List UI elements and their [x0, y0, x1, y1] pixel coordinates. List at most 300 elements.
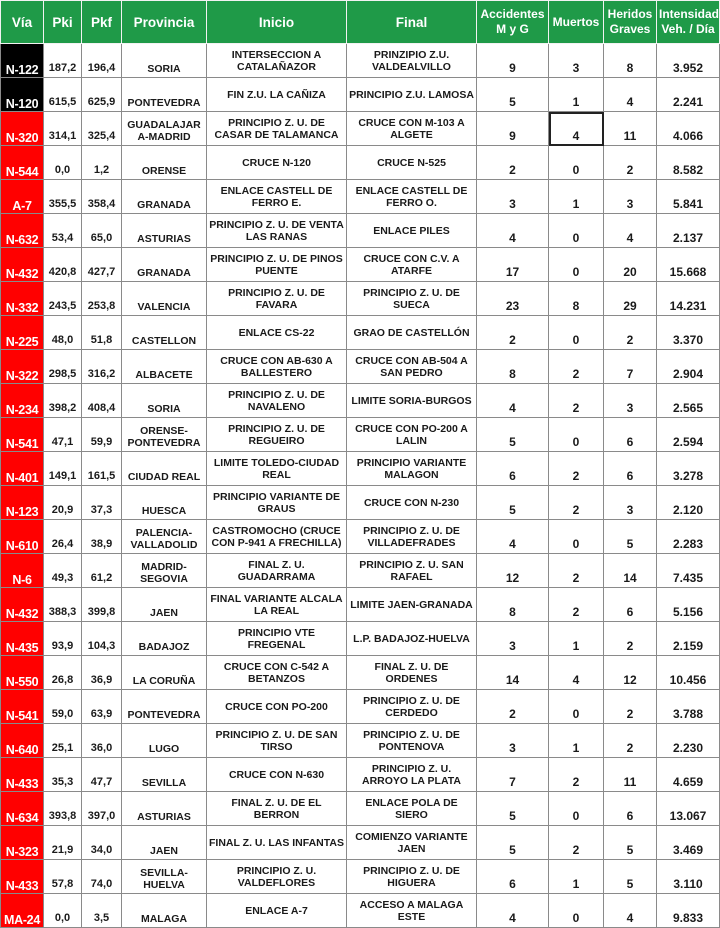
- heridos-cell[interactable]: 6: [604, 792, 657, 826]
- provincia-cell[interactable]: CASTELLON: [122, 316, 207, 350]
- header-row: [1, 1, 720, 44]
- heridos-cell[interactable]: 6: [604, 452, 657, 486]
- header-accidentes-line1: Accidentes: [480, 7, 545, 21]
- final-cell[interactable]: CRUCE CON AB-504 A SAN PEDRO: [347, 350, 477, 384]
- pkf-cell[interactable]: 51,8: [82, 316, 122, 350]
- provincia-cell[interactable]: ALBACETE: [122, 350, 207, 384]
- via-cell[interactable]: MA-24: [1, 894, 44, 928]
- final-cell[interactable]: ENLACE PILES: [347, 214, 477, 248]
- final-cell[interactable]: PRINCIPIO Z. U. DE PONTENOVA: [347, 724, 477, 758]
- intensidad-cell[interactable]: 2.120: [657, 486, 720, 520]
- pki-cell[interactable]: 355,5: [44, 180, 82, 214]
- inicio-cell[interactable]: PRINCIPIO Z. U. DE VENTA LAS RANAS: [207, 214, 347, 248]
- provincia-cell[interactable]: GRANADA: [122, 248, 207, 282]
- pki-cell[interactable]: 314,1: [44, 112, 82, 146]
- accidentes-cell[interactable]: 9: [477, 44, 549, 78]
- intensidad-cell[interactable]: 3.788: [657, 690, 720, 724]
- pkf-cell[interactable]: 397,0: [82, 792, 122, 826]
- inicio-cell[interactable]: INTERSECCION A CATALAÑAZOR: [207, 44, 347, 78]
- provincia-cell[interactable]: HUESCA: [122, 486, 207, 520]
- intensidad-cell[interactable]: 15.668: [657, 248, 720, 282]
- muertos-cell[interactable]: 2: [549, 758, 604, 792]
- final-cell[interactable]: LIMITE SORIA-BURGOS: [347, 384, 477, 418]
- pkf-cell[interactable]: 36,9: [82, 656, 122, 690]
- table-row: [1, 180, 720, 214]
- pki-cell[interactable]: 20,9: [44, 486, 82, 520]
- heridos-cell[interactable]: 2: [604, 622, 657, 656]
- inicio-cell[interactable]: CRUCE N-120: [207, 146, 347, 180]
- muertos-cell[interactable]: 1: [549, 180, 604, 214]
- pki-cell[interactable]: 26,4: [44, 520, 82, 554]
- pkf-cell[interactable]: 427,7: [82, 248, 122, 282]
- table-row: [1, 520, 720, 554]
- pki-cell[interactable]: 0,0: [44, 894, 82, 928]
- intensidad-cell[interactable]: 3.370: [657, 316, 720, 350]
- final-cell[interactable]: PRINCIPIO Z. U. DE VILLADEFRADES: [347, 520, 477, 554]
- via-cell[interactable]: N-120: [1, 78, 44, 112]
- final-cell[interactable]: PRINCIPIO Z. U. ARROYO LA PLATA: [347, 758, 477, 792]
- final-cell[interactable]: CRUCE CON PO-200 A LALIN: [347, 418, 477, 452]
- accidentes-cell[interactable]: 2: [477, 690, 549, 724]
- intensidad-cell[interactable]: 5.841: [657, 180, 720, 214]
- provincia-cell[interactable]: LA CORUÑA: [122, 656, 207, 690]
- intensidad-cell[interactable]: 10.456: [657, 656, 720, 690]
- intensidad-cell[interactable]: 3.110: [657, 860, 720, 894]
- via-cell[interactable]: N-6: [1, 554, 44, 588]
- table-row: [1, 78, 720, 112]
- muertos-cell[interactable]: 0: [549, 316, 604, 350]
- muertos-cell[interactable]: 2: [549, 588, 604, 622]
- final-cell[interactable]: PRINCIPIO Z. U. DE SUECA: [347, 282, 477, 316]
- heridos-cell[interactable]: 2: [604, 316, 657, 350]
- provincia-cell[interactable]: MALAGA: [122, 894, 207, 928]
- inicio-cell[interactable]: CRUCE CON PO-200: [207, 690, 347, 724]
- via-cell[interactable]: N-610: [1, 520, 44, 554]
- pki-cell[interactable]: 59,0: [44, 690, 82, 724]
- muertos-cell[interactable]: 2: [549, 452, 604, 486]
- accidentes-cell[interactable]: 7: [477, 758, 549, 792]
- final-cell[interactable]: COMIENZO VARIANTE JAEN: [347, 826, 477, 860]
- provincia-cell[interactable]: ORENSE-PONTEVEDRA: [122, 418, 207, 452]
- muertos-cell[interactable]: 3: [549, 44, 604, 78]
- accidentes-cell[interactable]: 5: [477, 486, 549, 520]
- heridos-cell[interactable]: 7: [604, 350, 657, 384]
- table-row: [1, 384, 720, 418]
- table-row: [1, 554, 720, 588]
- via-cell[interactable]: N-433: [1, 860, 44, 894]
- table-row: [1, 316, 720, 350]
- via-cell[interactable]: N-433: [1, 758, 44, 792]
- pki-cell[interactable]: 26,8: [44, 656, 82, 690]
- header-intensidad-line2: Veh. / Día: [661, 22, 715, 36]
- muertos-cell[interactable]: 0: [549, 418, 604, 452]
- table-row: [1, 860, 720, 894]
- provincia-cell[interactable]: BADAJOZ: [122, 622, 207, 656]
- via-cell[interactable]: N-544: [1, 146, 44, 180]
- via-cell[interactable]: N-225: [1, 316, 44, 350]
- intensidad-cell[interactable]: 4.659: [657, 758, 720, 792]
- inicio-cell[interactable]: FINAL Z. U. GUADARRAMA: [207, 554, 347, 588]
- table-row: [1, 724, 720, 758]
- pki-cell[interactable]: 25,1: [44, 724, 82, 758]
- table-row: [1, 588, 720, 622]
- heridos-cell[interactable]: 2: [604, 146, 657, 180]
- pki-cell[interactable]: 243,5: [44, 282, 82, 316]
- provincia-cell[interactable]: SEVILLA-HUELVA: [122, 860, 207, 894]
- muertos-cell[interactable]: 2: [549, 350, 604, 384]
- accidentes-cell[interactable]: 17: [477, 248, 549, 282]
- heridos-cell[interactable]: 11: [604, 112, 657, 146]
- intensidad-cell[interactable]: 8.582: [657, 146, 720, 180]
- inicio-cell[interactable]: PRINCIPIO Z. U. DE CASAR DE TALAMANCA: [207, 112, 347, 146]
- inicio-cell[interactable]: PRINCIPIO Z. U. DE SAN TIRSO: [207, 724, 347, 758]
- via-cell[interactable]: N-323: [1, 826, 44, 860]
- provincia-cell[interactable]: ORENSE: [122, 146, 207, 180]
- intensidad-cell[interactable]: 9.833: [657, 894, 720, 928]
- pki-cell[interactable]: 93,9: [44, 622, 82, 656]
- provincia-cell[interactable]: PONTEVEDRA: [122, 690, 207, 724]
- via-cell[interactable]: N-541: [1, 690, 44, 724]
- pkf-cell[interactable]: 316,2: [82, 350, 122, 384]
- final-cell[interactable]: CRUCE N-525: [347, 146, 477, 180]
- intensidad-cell[interactable]: 2.904: [657, 350, 720, 384]
- provincia-cell[interactable]: MADRID-SEGOVIA: [122, 554, 207, 588]
- inicio-cell[interactable]: FINAL Z. U. LAS INFANTAS: [207, 826, 347, 860]
- via-cell[interactable]: A-7: [1, 180, 44, 214]
- final-cell[interactable]: CRUCE CON M-103 A ALGETE: [347, 112, 477, 146]
- pkf-cell[interactable]: 37,3: [82, 486, 122, 520]
- final-cell[interactable]: PRINCIPIO Z. U. DE HIGUERA: [347, 860, 477, 894]
- header-heridos: [604, 1, 657, 44]
- pkf-cell[interactable]: 399,8: [82, 588, 122, 622]
- inicio-cell[interactable]: CASTROMOCHO (CRUCE CON P-941 A FRECHILLA): [207, 520, 347, 554]
- intensidad-cell[interactable]: 5.156: [657, 588, 720, 622]
- inicio-cell[interactable]: FIN Z.U. LA CAÑIZA: [207, 78, 347, 112]
- final-cell[interactable]: ACCESO A MALAGA ESTE: [347, 894, 477, 928]
- provincia-cell[interactable]: ASTURIAS: [122, 792, 207, 826]
- final-cell[interactable]: CRUCE CON N-230: [347, 486, 477, 520]
- intensidad-cell[interactable]: 2.565: [657, 384, 720, 418]
- intensidad-cell[interactable]: 4.066: [657, 112, 720, 146]
- header-inicio: Inicio: [207, 1, 347, 44]
- via-cell[interactable]: N-541: [1, 418, 44, 452]
- header-heridos-line1: Heridos: [607, 7, 653, 21]
- intensidad-cell[interactable]: 13.067: [657, 792, 720, 826]
- pkf-cell[interactable]: 3,5: [82, 894, 122, 928]
- via-cell[interactable]: N-432: [1, 588, 44, 622]
- accidentes-cell[interactable]: 2: [477, 316, 549, 350]
- accidentes-cell[interactable]: 3: [477, 622, 549, 656]
- provincia-cell[interactable]: CIUDAD REAL: [122, 452, 207, 486]
- provincia-cell[interactable]: SORIA: [122, 384, 207, 418]
- inicio-cell[interactable]: CRUCE CON N-630: [207, 758, 347, 792]
- heridos-cell[interactable]: 3: [604, 384, 657, 418]
- accidentes-cell[interactable]: 14: [477, 656, 549, 690]
- accidentes-cell[interactable]: 5: [477, 792, 549, 826]
- table-row: [1, 792, 720, 826]
- inicio-cell[interactable]: PRINCIPIO Z. U. DE PINOS PUENTE: [207, 248, 347, 282]
- pkf-cell[interactable]: 74,0: [82, 860, 122, 894]
- header-intensidad: [657, 1, 720, 44]
- pki-cell[interactable]: 47,1: [44, 418, 82, 452]
- pki-cell[interactable]: 57,8: [44, 860, 82, 894]
- inicio-cell[interactable]: ENLACE A-7: [207, 894, 347, 928]
- heridos-cell[interactable]: 2: [604, 724, 657, 758]
- accidentes-cell[interactable]: 4: [477, 894, 549, 928]
- final-cell[interactable]: FINAL Z. U. DE ORDENES: [347, 656, 477, 690]
- pkf-cell[interactable]: 34,0: [82, 826, 122, 860]
- pki-cell[interactable]: 149,1: [44, 452, 82, 486]
- final-cell[interactable]: L.P. BADAJOZ-HUELVA: [347, 622, 477, 656]
- muertos-cell[interactable]: 0: [549, 792, 604, 826]
- intensidad-cell[interactable]: 7.435: [657, 554, 720, 588]
- pkf-cell[interactable]: 253,8: [82, 282, 122, 316]
- intensidad-cell[interactable]: 3.952: [657, 44, 720, 78]
- pkf-cell[interactable]: 47,7: [82, 758, 122, 792]
- pki-cell[interactable]: 53,4: [44, 214, 82, 248]
- header-final: Final: [347, 1, 477, 44]
- provincia-cell[interactable]: VALENCIA: [122, 282, 207, 316]
- final-cell[interactable]: ENLACE CASTELL DE FERRO O.: [347, 180, 477, 214]
- muertos-cell[interactable]: 2: [549, 384, 604, 418]
- final-cell[interactable]: PRINZIPIO Z.U. VALDEALVILLO: [347, 44, 477, 78]
- table-row: [1, 894, 720, 928]
- via-cell[interactable]: N-634: [1, 792, 44, 826]
- table-row: [1, 44, 720, 78]
- muertos-cell[interactable]: 1: [549, 78, 604, 112]
- inicio-cell[interactable]: PRINCIPIO Z. U. DE NAVALENO: [207, 384, 347, 418]
- via-cell[interactable]: N-123: [1, 486, 44, 520]
- final-cell[interactable]: PRINCIPIO Z. U. SAN RAFAEL: [347, 554, 477, 588]
- pki-cell[interactable]: 35,3: [44, 758, 82, 792]
- heridos-cell[interactable]: 3: [604, 180, 657, 214]
- pki-cell[interactable]: 0,0: [44, 146, 82, 180]
- intensidad-cell[interactable]: 14.231: [657, 282, 720, 316]
- pki-cell[interactable]: 388,3: [44, 588, 82, 622]
- accidentes-cell[interactable]: 4: [477, 520, 549, 554]
- intensidad-cell[interactable]: 2.283: [657, 520, 720, 554]
- provincia-cell[interactable]: SORIA: [122, 44, 207, 78]
- pki-cell[interactable]: 420,8: [44, 248, 82, 282]
- accidentes-cell[interactable]: 3: [477, 180, 549, 214]
- accidentes-cell[interactable]: 5: [477, 826, 549, 860]
- provincia-cell[interactable]: GUADALAJAR A-MADRID: [122, 112, 207, 146]
- muertos-cell[interactable]: 8: [549, 282, 604, 316]
- pki-cell[interactable]: 48,0: [44, 316, 82, 350]
- provincia-cell[interactable]: GRANADA: [122, 180, 207, 214]
- pkf-cell[interactable]: 358,4: [82, 180, 122, 214]
- pkf-cell[interactable]: 161,5: [82, 452, 122, 486]
- final-cell[interactable]: LIMITE JAEN-GRANADA: [347, 588, 477, 622]
- table-row: [1, 826, 720, 860]
- intensidad-cell[interactable]: 3.278: [657, 452, 720, 486]
- table-row: [1, 214, 720, 248]
- final-cell[interactable]: PRINCIPIO Z.U. LAMOSA: [347, 78, 477, 112]
- muertos-cell[interactable]: 4: [549, 656, 604, 690]
- muertos-cell[interactable]: 1: [549, 724, 604, 758]
- header-accidentes-line2: M y G: [496, 22, 529, 36]
- heridos-cell[interactable]: 3: [604, 486, 657, 520]
- accidentes-cell[interactable]: 4: [477, 214, 549, 248]
- provincia-cell[interactable]: JAEN: [122, 588, 207, 622]
- pkf-cell[interactable]: 408,4: [82, 384, 122, 418]
- pkf-cell[interactable]: 625,9: [82, 78, 122, 112]
- muertos-cell[interactable]: 1: [549, 860, 604, 894]
- accidentes-cell[interactable]: 9: [477, 112, 549, 146]
- header-via: Vía: [1, 1, 44, 44]
- provincia-cell[interactable]: PALENCIA-VALLADOLID: [122, 520, 207, 554]
- heridos-cell[interactable]: 4: [604, 78, 657, 112]
- table-body: [1, 44, 720, 928]
- inicio-cell[interactable]: FINAL VARIANTE ALCALA LA REAL: [207, 588, 347, 622]
- pki-cell[interactable]: 187,2: [44, 44, 82, 78]
- muertos-cell[interactable]: 1: [549, 622, 604, 656]
- table-row: [1, 452, 720, 486]
- final-cell[interactable]: PRINCIPIO VARIANTE MALAGON: [347, 452, 477, 486]
- accidentes-cell[interactable]: 2: [477, 146, 549, 180]
- intensidad-cell[interactable]: 2.241: [657, 78, 720, 112]
- provincia-cell[interactable]: LUGO: [122, 724, 207, 758]
- pkf-cell[interactable]: 1,2: [82, 146, 122, 180]
- accidentes-cell[interactable]: 4: [477, 384, 549, 418]
- intensidad-cell[interactable]: 2.230: [657, 724, 720, 758]
- accidentes-cell[interactable]: 5: [477, 418, 549, 452]
- heridos-cell[interactable]: 14: [604, 554, 657, 588]
- accidentes-cell[interactable]: 23: [477, 282, 549, 316]
- pkf-cell[interactable]: 61,2: [82, 554, 122, 588]
- pkf-cell[interactable]: 325,4: [82, 112, 122, 146]
- muertos-cell[interactable]: 0: [549, 690, 604, 724]
- via-cell[interactable]: N-550: [1, 656, 44, 690]
- pkf-cell[interactable]: 196,4: [82, 44, 122, 78]
- heridos-cell[interactable]: 2: [604, 690, 657, 724]
- table-row: [1, 656, 720, 690]
- table-row: [1, 112, 720, 146]
- provincia-cell[interactable]: PONTEVEDRA: [122, 78, 207, 112]
- inicio-cell[interactable]: ENLACE CASTELL DE FERRO E.: [207, 180, 347, 214]
- muertos-cell[interactable]: 0: [549, 248, 604, 282]
- heridos-cell[interactable]: 8: [604, 44, 657, 78]
- header-accidentes: [477, 1, 549, 44]
- muertos-cell[interactable]: 4: [549, 112, 604, 146]
- muertos-cell[interactable]: 0: [549, 520, 604, 554]
- heridos-cell[interactable]: 4: [604, 214, 657, 248]
- heridos-cell[interactable]: 20: [604, 248, 657, 282]
- heridos-cell[interactable]: 5: [604, 860, 657, 894]
- table-row: [1, 350, 720, 384]
- accidentes-cell[interactable]: 6: [477, 860, 549, 894]
- pkf-cell[interactable]: 65,0: [82, 214, 122, 248]
- via-cell[interactable]: N-320: [1, 112, 44, 146]
- heridos-cell[interactable]: 5: [604, 826, 657, 860]
- via-cell[interactable]: N-401: [1, 452, 44, 486]
- muertos-cell[interactable]: 2: [549, 554, 604, 588]
- muertos-cell[interactable]: 2: [549, 486, 604, 520]
- accidentes-cell[interactable]: 8: [477, 350, 549, 384]
- table-row: [1, 418, 720, 452]
- intensidad-cell[interactable]: 2.159: [657, 622, 720, 656]
- muertos-cell[interactable]: 2: [549, 826, 604, 860]
- pkf-cell[interactable]: 38,9: [82, 520, 122, 554]
- muertos-cell[interactable]: 0: [549, 894, 604, 928]
- inicio-cell[interactable]: PRINCIPIO Z. U. DE REGUEIRO: [207, 418, 347, 452]
- heridos-cell[interactable]: 6: [604, 588, 657, 622]
- accidentes-cell[interactable]: 12: [477, 554, 549, 588]
- inicio-cell[interactable]: PRINCIPIO Z. U. DE FAVARA: [207, 282, 347, 316]
- muertos-cell[interactable]: 0: [549, 214, 604, 248]
- intensidad-cell[interactable]: 3.469: [657, 826, 720, 860]
- accidentes-cell[interactable]: 5: [477, 78, 549, 112]
- pkf-cell[interactable]: 59,9: [82, 418, 122, 452]
- via-cell[interactable]: N-640: [1, 724, 44, 758]
- inicio-cell[interactable]: PRINCIPIO VTE FREGENAL: [207, 622, 347, 656]
- final-cell[interactable]: GRAO DE CASTELLÓN: [347, 316, 477, 350]
- via-cell[interactable]: N-122: [1, 44, 44, 78]
- provincia-cell[interactable]: SEVILLA: [122, 758, 207, 792]
- header-muertos: Muertos: [549, 1, 604, 44]
- heridos-cell[interactable]: 5: [604, 520, 657, 554]
- pki-cell[interactable]: 298,5: [44, 350, 82, 384]
- provincia-cell[interactable]: ASTURIAS: [122, 214, 207, 248]
- pki-cell[interactable]: 21,9: [44, 826, 82, 860]
- accidentes-cell[interactable]: 3: [477, 724, 549, 758]
- pkf-cell[interactable]: 63,9: [82, 690, 122, 724]
- table-row: [1, 758, 720, 792]
- pki-cell[interactable]: 615,5: [44, 78, 82, 112]
- heridos-cell[interactable]: 4: [604, 894, 657, 928]
- pki-cell[interactable]: 398,2: [44, 384, 82, 418]
- heridos-cell[interactable]: 29: [604, 282, 657, 316]
- via-cell[interactable]: N-332: [1, 282, 44, 316]
- heridos-cell[interactable]: 6: [604, 418, 657, 452]
- pki-cell[interactable]: 49,3: [44, 554, 82, 588]
- inicio-cell[interactable]: LIMITE TOLEDO-CIUDAD REAL: [207, 452, 347, 486]
- via-cell[interactable]: N-435: [1, 622, 44, 656]
- header-intensidad-line1: Intensidad: [659, 7, 720, 21]
- via-cell[interactable]: N-632: [1, 214, 44, 248]
- accidentes-cell[interactable]: 8: [477, 588, 549, 622]
- heridos-cell[interactable]: 12: [604, 656, 657, 690]
- provincia-cell[interactable]: JAEN: [122, 826, 207, 860]
- inicio-cell[interactable]: CRUCE CON C-542 A BETANZOS: [207, 656, 347, 690]
- table-row: [1, 248, 720, 282]
- intensidad-cell[interactable]: 2.594: [657, 418, 720, 452]
- intensidad-cell[interactable]: 2.137: [657, 214, 720, 248]
- heridos-cell[interactable]: 11: [604, 758, 657, 792]
- muertos-cell[interactable]: 0: [549, 146, 604, 180]
- header-heridos-line2: Graves: [609, 22, 651, 36]
- inicio-cell[interactable]: PRINCIPIO VARIANTE DE GRAUS: [207, 486, 347, 520]
- inicio-cell[interactable]: PRINCIPIO Z. U. VALDEFLORES: [207, 860, 347, 894]
- via-cell[interactable]: N-432: [1, 248, 44, 282]
- inicio-cell[interactable]: FINAL Z. U. DE EL BERRON: [207, 792, 347, 826]
- via-cell[interactable]: N-234: [1, 384, 44, 418]
- via-cell[interactable]: N-322: [1, 350, 44, 384]
- inicio-cell[interactable]: CRUCE CON AB-630 A BALLESTERO: [207, 350, 347, 384]
- pkf-cell[interactable]: 36,0: [82, 724, 122, 758]
- final-cell[interactable]: CRUCE CON C.V. A ATARFE: [347, 248, 477, 282]
- table-row: [1, 690, 720, 724]
- table-row: [1, 282, 720, 316]
- final-cell[interactable]: PRINCIPIO Z. U. DE CERDEDO: [347, 690, 477, 724]
- pki-cell[interactable]: 393,8: [44, 792, 82, 826]
- table-row: [1, 146, 720, 180]
- table-row: [1, 622, 720, 656]
- pkf-cell[interactable]: 104,3: [82, 622, 122, 656]
- inicio-cell[interactable]: ENLACE CS-22: [207, 316, 347, 350]
- final-cell[interactable]: ENLACE POLA DE SIERO: [347, 792, 477, 826]
- accidentes-cell[interactable]: 6: [477, 452, 549, 486]
